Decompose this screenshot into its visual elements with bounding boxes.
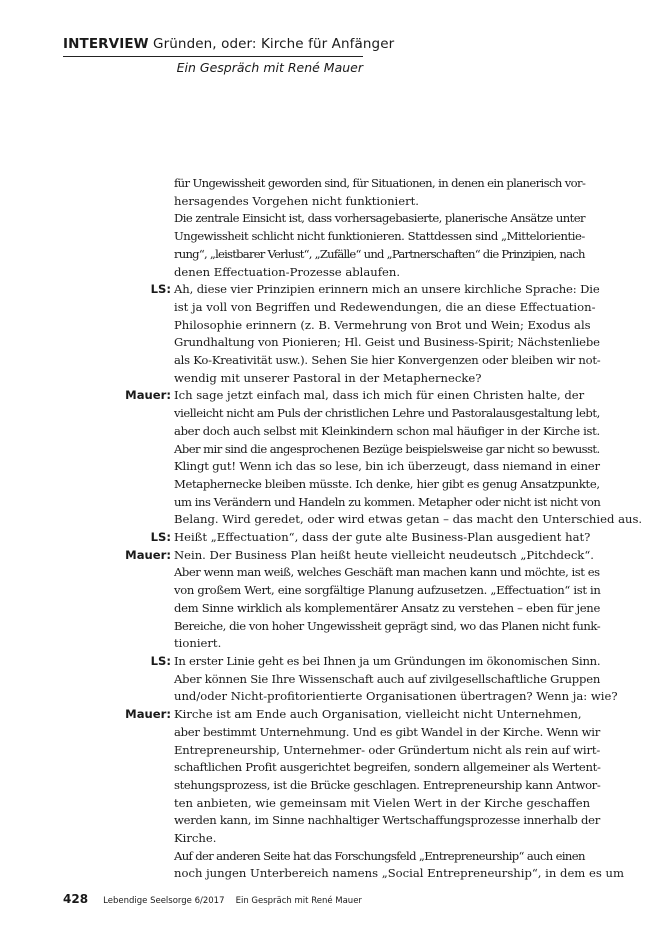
text-line: als Ko-Kreativität usw.). Sehen Sie hier Konvergenzen oder bleiben wir not- [174, 353, 601, 368]
text-line: denen Effectuation-Prozesse ablaufen. [174, 264, 401, 279]
text-line: Metaphernecke bleiben müsste. Ich denke, hier gibt es genug Ansatzpunkte, [174, 476, 600, 491]
page-number: 428 [63, 892, 89, 906]
header-title-line [63, 36, 395, 52]
text-line: Auf der anderen Seite hat das Forschungsfeld „Entrepreneurship“ auch einen [174, 848, 585, 863]
text-line: Ungewissheit schlicht nicht funktionieren. Stattdessen sind „Mittelorientie- [174, 229, 585, 244]
text-line: Ah, diese vier Prinzipien erinnern mich an unsere kirchliche Sprache: Die [174, 282, 600, 297]
paragraph [174, 848, 624, 883]
text-line: dem Sinne wirklich als komplementärer Ansatz zu verstehen – eben für jene [174, 600, 600, 615]
header-rule [63, 56, 363, 57]
text-line: um ins Verändern und Handeln zu kommen. Metapher oder nicht ist nicht von [174, 494, 601, 509]
speaker-label: Mauer: [125, 707, 171, 722]
running-header [63, 36, 395, 75]
speaker-label: LS: [150, 530, 171, 545]
speaker-label: Mauer: [125, 388, 171, 403]
text-line: ist ja voll von Begriffen und Redewendungen, die an diese Effectuation- [174, 299, 596, 314]
interview-entry [150, 281, 601, 387]
text-line: Kirche. [174, 831, 217, 846]
footer-running-title: Ein Gespräch mit René Mauer [235, 896, 362, 906]
text-line: und/oder Nicht-profitorientierte Organisationen übertragen? Wenn ja: wie? [174, 689, 618, 704]
section-label: INTERVIEW [63, 36, 149, 52]
paragraph-continuation [174, 175, 600, 210]
article-title: Gründen, oder: Kirche für Anfänger [153, 36, 395, 52]
text-line: Klingt gut! Wenn ich das so lese, bin ich überzeugt, dass niemand in einer [174, 459, 600, 474]
interview-entry [150, 653, 618, 706]
text-line: Philosophie erinnern (z. B. Vermehrung von Brot und Wein; Exodus als [174, 317, 591, 332]
text-line: tioniert. [174, 636, 222, 651]
text-line: werden kann, im Sinne nachhaltiger Wertschaffungsprozesse innerhalb der [174, 813, 600, 828]
text-line: für Ungewissheit geworden sind, für Situationen, in denen ein planerisch vor- [174, 176, 586, 190]
interview-entry [125, 387, 643, 529]
text-line: hersagendes Vorgehen nicht funktioniert. [174, 193, 419, 208]
article-body [125, 175, 643, 883]
text-line: stehungsprozess, ist die Brücke geschlagen. Entrepreneurship kann Antwor- [174, 777, 601, 792]
speaker-label: LS: [150, 282, 171, 297]
text-line: Heißt „Effectuation“, dass der gute alte Business-Plan ausgedient hat? [174, 530, 591, 545]
text-line: Entrepreneurship, Unternehmer- oder Gründertum nicht als rein auf wirt- [174, 742, 601, 757]
text-line: In erster Linie geht es bei Ihnen ja um Gründungen im ökonomischen Sinn. [174, 653, 601, 668]
text-line: Aber wenn man weiß, welches Geschäft man machen kann und möchte, ist es [174, 565, 600, 580]
text-line: rung“, „leistbarer Verlust“, „Zufälle“ und „Partnerschaften“ die Prinzipien, nach [174, 246, 585, 261]
article-subtitle: Ein Gespräch mit René Mauer [176, 60, 363, 75]
text-line: Aber mir sind die angesprochenen Bezüge beispielsweise gar nicht so bewusst. [174, 441, 600, 456]
text-line: wendig mit unserer Pastoral in der Metaphernecke? [174, 370, 482, 385]
text-line: schaftlichen Profit ausgerichtet begreifen, sondern allgemeiner als Wertent- [174, 760, 601, 775]
text-line: noch jungen Unterbereich namens „Social Entrepreneurship“, in dem es um [174, 866, 624, 881]
text-line: Bereiche, die von hoher Ungewissheit geprägt sind, wo das Planen nicht funk- [174, 618, 601, 633]
journal-name: Lebendige Seelsorge 6/2017 [103, 896, 225, 906]
paragraph [174, 210, 600, 281]
text-line: Grundhaltung von Pionieren; Hl. Geist und Business-Spirit; Nächstenliebe [174, 335, 600, 350]
text-line: Nein. Der Business Plan heißt heute vielleicht neudeutsch „Pitchdeck“. [174, 547, 594, 562]
text-line: Ich sage jetzt einfach mal, dass ich mich für einen Christen halte, der [174, 388, 585, 403]
text-line: Die zentrale Einsicht ist, dass vorhersagebasierte, planerische Ansätze unter [174, 211, 586, 226]
text-line: ten anbieten, wie gemeinsam mit Vielen Wert in der Kirche geschaffen [174, 795, 591, 810]
interview-entry [150, 529, 600, 547]
text-line: Belang. Wird geredet, oder wird etwas getan – das macht den Unterschied aus. [174, 512, 643, 527]
speaker-label: LS: [150, 653, 171, 668]
text-line: Kirche ist am Ende auch Organisation, vielleicht nicht Unternehmen, [174, 707, 582, 722]
text-line: aber doch auch selbst mit Kleinkindern schon mal häufiger in der Kirche ist. [174, 423, 600, 438]
text-line: von großem Wert, eine sorgfältige Planung aufzusetzen. „Effectuation“ ist in [174, 583, 601, 598]
interview-entry [125, 706, 601, 848]
text-line: aber bestimmt Unternehmung. Und es gibt Wandel in der Kirche. Wenn wir [174, 724, 600, 739]
interview-entry [125, 547, 601, 653]
text-line: Aber können Sie Ihre Wissenschaft auch auf zivilgesellschaftliche Gruppen [174, 671, 601, 686]
speaker-label: Mauer: [125, 547, 171, 562]
running-footer [63, 888, 368, 907]
text-line: vielleicht nicht am Puls der christlichen Lehre und Pastoralausgestaltung lebt, [174, 406, 600, 421]
